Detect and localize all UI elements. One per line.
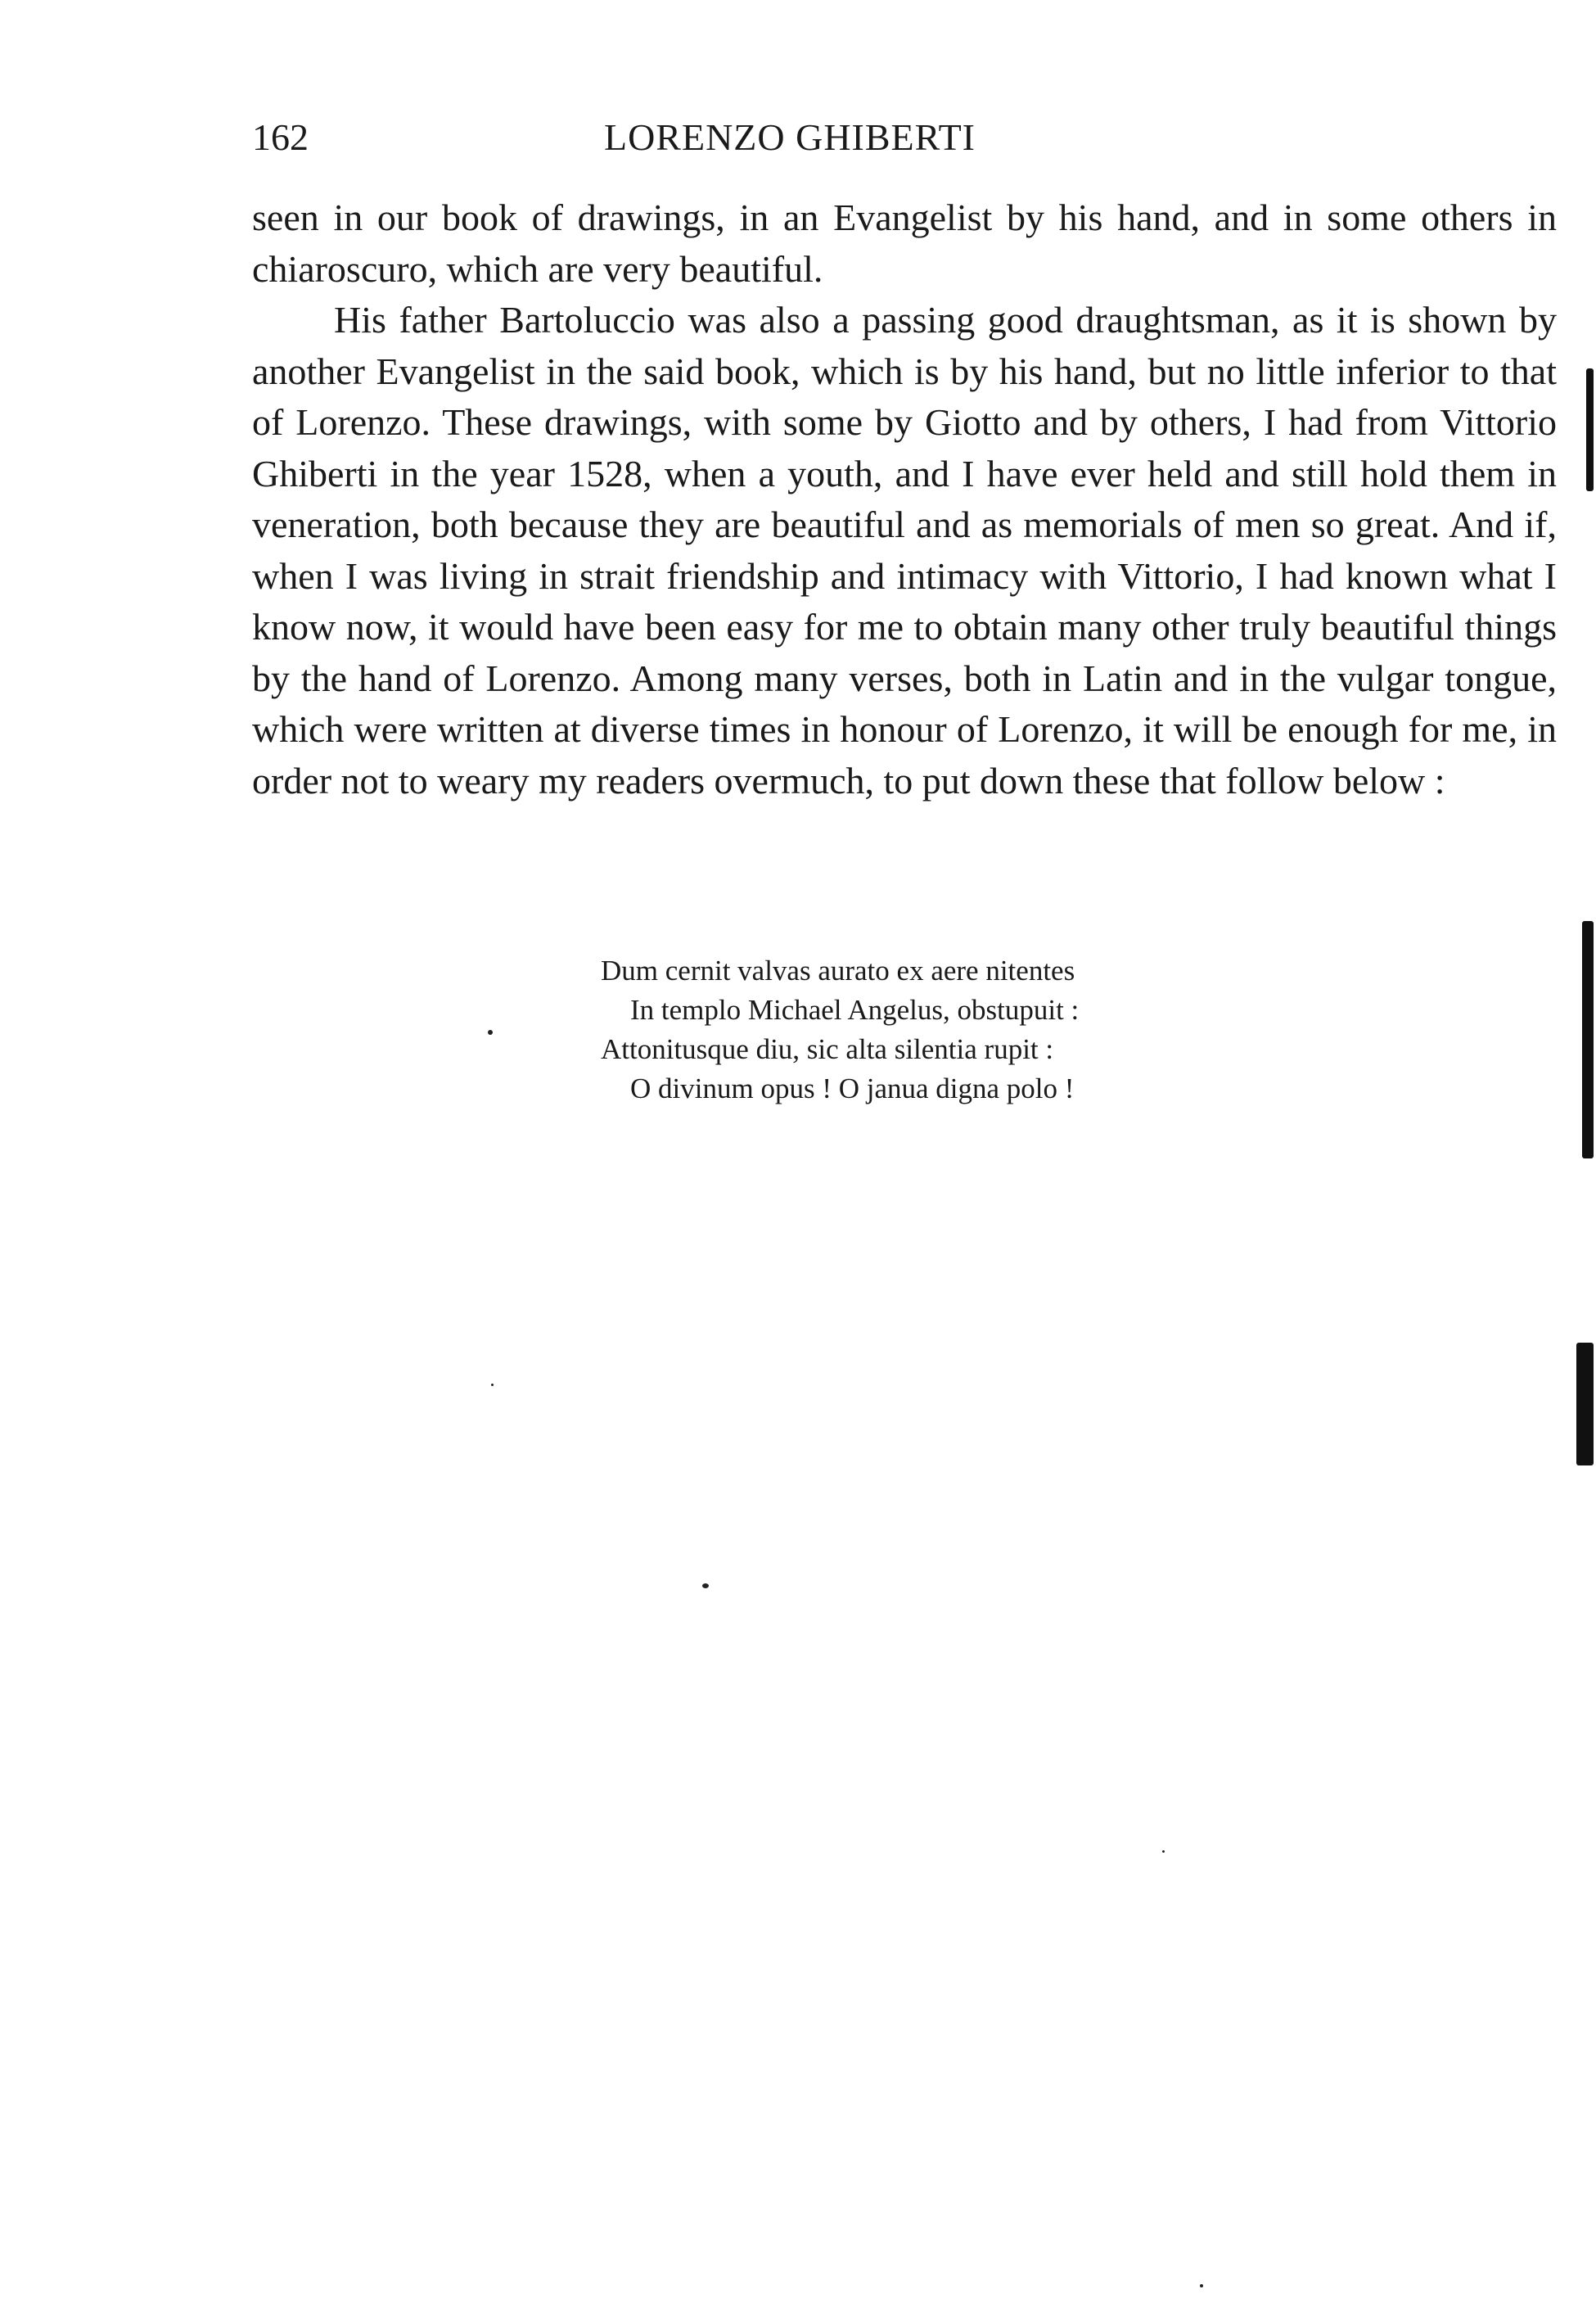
body-text <box>252 192 1557 806</box>
verse-line: Dum cernit valvas aurato ex aere nitentes <box>601 955 1075 987</box>
scan-speck <box>702 1583 709 1588</box>
page-number: 162 <box>252 116 309 158</box>
running-head <box>252 113 1562 162</box>
verse-line: O divinum opus ! O janua digna polo ! <box>630 1072 1075 1104</box>
scan-speck <box>488 1030 493 1035</box>
latin-verse <box>601 951 1337 1109</box>
paragraph-continuation: seen in our book of drawings, in an Evangelist by his hand, and in some others in chiaroscuro, which are very beautiful. <box>252 196 1557 290</box>
running-title: LORENZO GHIBERTI <box>603 116 976 158</box>
scan-speck <box>491 1384 494 1386</box>
scan-speck <box>1162 1850 1165 1853</box>
paragraph-bartoluccio: His father Bartoluccio was also a passing good draughtsman, as it is shown by another Evangelist in the said book, which is by his hand, but no little inferior to that of Lorenzo. These drawings, with some by Giotto and by others, I had from Vittorio Ghiberti in the year 1528, when a youth, and I have ever held and still hold them in veneration, both because they are beautiful and as memorials of men so great. And if, when I was living in strait friendship and intimacy with Vittorio, I had known what I know now, it would have been easy for me to obtain many other truly beautiful things by the hand of Lorenzo. Among many verses, both in Latin and in the vulgar tongue, which were written at diverse times in honour of Lorenzo, it will be enough for me, in order not to weary my readers overmuch, to put down these that follow below : <box>252 299 1557 802</box>
verse-line: In templo Michael Angelus, obstupuit : <box>630 994 1080 1026</box>
verse-line: Attonitusque diu, sic alta silentia rupit : <box>601 1033 1054 1065</box>
scan-edge-mark <box>1582 921 1594 1158</box>
scan-speck <box>1200 2284 1203 2287</box>
scan-edge-mark <box>1576 1343 1594 1465</box>
scan-edge-mark <box>1586 368 1594 491</box>
